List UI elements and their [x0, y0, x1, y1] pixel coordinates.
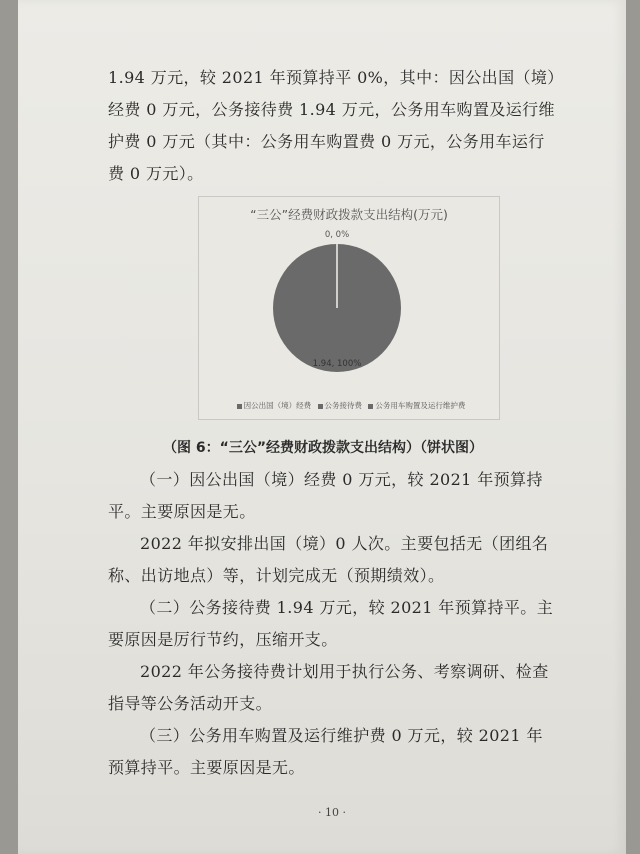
legend-entry: 因公出国（境）经费	[243, 401, 312, 410]
legend-swatch	[318, 404, 323, 409]
section-3	[108, 592, 558, 656]
pie-chart	[199, 197, 499, 419]
paragraph-line: 指导等公务活动开支。	[108, 694, 273, 713]
section-1	[108, 464, 558, 528]
chart-title: “三公”经费财政拨款支出结构(万元)	[250, 207, 448, 222]
paragraph-line: 1.94 万元，较 2021 年预算持平 0%，其中：因公出国（境）	[108, 68, 564, 87]
paragraph-line: （一）因公出国（境）经费 0 万元，较 2021 年预算持	[140, 470, 543, 489]
legend-swatch	[237, 404, 242, 409]
paragraph-line: 平。主要原因是无。	[108, 502, 256, 521]
data-label-zero: 0, 0%	[324, 230, 350, 240]
paragraph-line: 护费 0 万元（其中：公务用车购置费 0 万元，公务用车运行	[108, 132, 545, 151]
paragraph-line: 费 0 万元）。	[108, 164, 204, 183]
chart-legend	[199, 400, 499, 411]
paragraph-line: 预算持平。主要原因是无。	[108, 758, 305, 777]
pie-chart-frame	[198, 196, 500, 420]
paragraph-line: 2022 年拟安排出国（境）0 人次。主要包括无（团组名	[140, 534, 549, 553]
paragraph-line: 2022 年公务接待费计划用于执行公务、考察调研、检查	[140, 662, 549, 681]
paragraph-line: （二）公务接待费 1.94 万元，较 2021 年预算持平。主	[140, 598, 554, 617]
paragraph-line: 经费 0 万元，公务接待费 1.94 万元，公务用车购置及运行维	[108, 100, 555, 119]
section-4	[108, 656, 558, 720]
figure-caption: （图 6：“三公”经费财政拨款支出结构）（饼状图）	[163, 440, 484, 456]
section-5	[108, 720, 558, 784]
document-page	[18, 0, 626, 854]
paragraph-line: 要原因是厉行节约，压缩开支。	[108, 630, 338, 649]
legend-swatch	[368, 404, 373, 409]
paragraph-line: 称、出访地点）等，计划完成无（预期绩效）。	[108, 566, 445, 585]
section-2	[108, 528, 558, 592]
legend-entry: 公务用车购置及运行维护费	[375, 401, 466, 410]
paragraph-line: （三）公务用车购置及运行维护费 0 万元，较 2021 年	[140, 726, 543, 745]
legend-entry: 公务接待费	[324, 401, 362, 410]
page-number: · 10 ·	[318, 806, 346, 819]
top-paragraph	[108, 62, 564, 190]
data-label-main: 1.94, 100%	[312, 359, 362, 369]
